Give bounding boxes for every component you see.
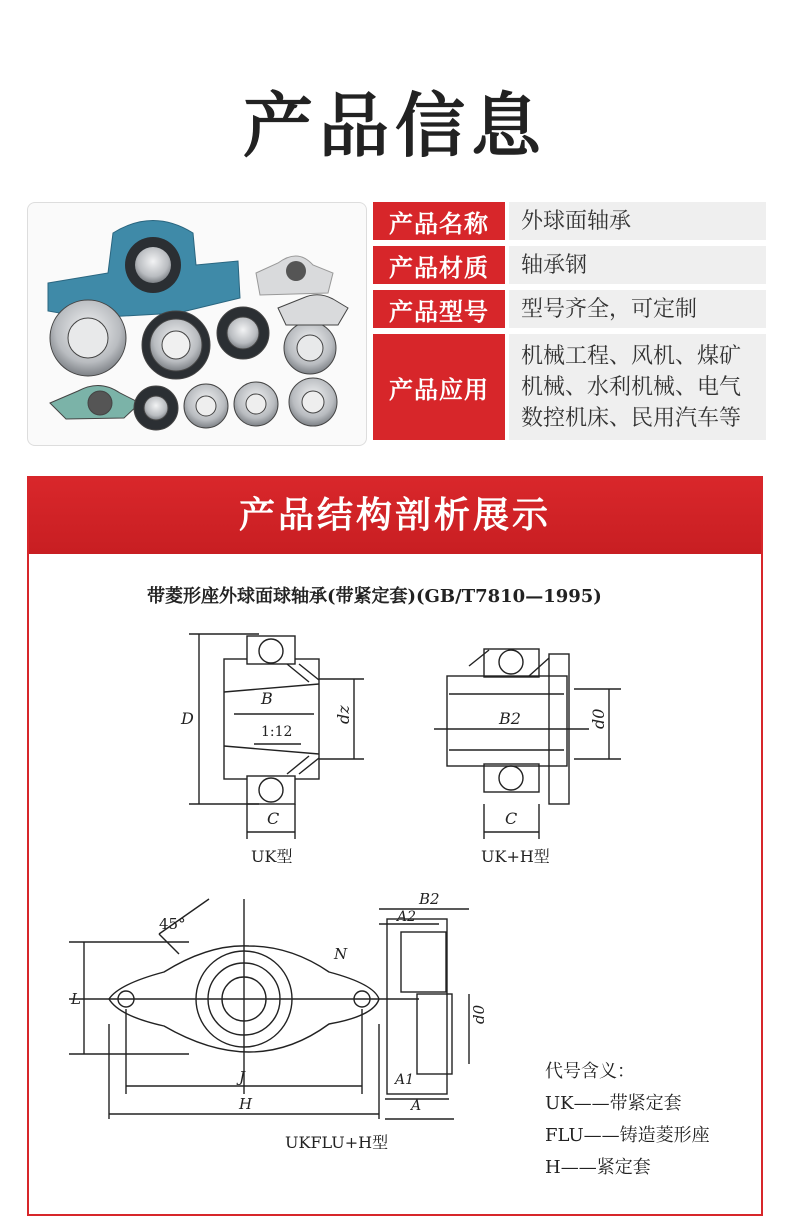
dim-C: C xyxy=(267,809,280,828)
uk-label: UK型 xyxy=(251,847,293,866)
dim-C2: C xyxy=(505,809,518,828)
info-row-model xyxy=(373,290,766,328)
page-title: 产品信息 xyxy=(243,85,547,167)
application-line: 数控机床、民用汽车等 xyxy=(521,405,742,431)
dim-L: L xyxy=(71,990,81,1008)
info-value: 轴承钢 xyxy=(509,246,766,284)
ukh-label: UK+H型 xyxy=(481,847,550,866)
diagram-caption: 带菱形座外球面球轴承(带紧定套)(GB/T7810—1995) xyxy=(147,586,602,607)
product-info-table xyxy=(373,202,766,446)
info-key: 产品材质 xyxy=(373,246,505,284)
technical-diagram xyxy=(29,554,761,1214)
application-line: 机械工程、风机、煤矿 xyxy=(521,343,742,369)
info-key: 产品名称 xyxy=(373,202,505,240)
legend-title: 代号含义： xyxy=(545,1061,635,1082)
product-photo xyxy=(27,202,367,446)
dim-N: N xyxy=(334,945,348,963)
legend-item: FLU——铸造菱形座 xyxy=(545,1125,710,1146)
ukflu-label: UKFLU+H型 xyxy=(285,1133,389,1152)
info-row-name xyxy=(373,202,766,240)
dim-A2: A2 xyxy=(397,909,417,925)
section-heading: 产品结构剖析展示 xyxy=(29,478,761,554)
info-key: 产品型号 xyxy=(373,290,505,328)
dim-B2-side: B2 xyxy=(419,890,440,908)
legend-item: H——紧定套 xyxy=(545,1157,651,1178)
dim-d0-side: d0 xyxy=(470,1004,488,1024)
dim-B: B xyxy=(261,689,273,708)
dim-d0: d0 xyxy=(589,708,608,729)
info-row-application xyxy=(373,334,766,440)
angle-label: 45° xyxy=(159,915,186,933)
legend-item: UK——带紧定套 xyxy=(545,1093,682,1114)
info-value: 外球面轴承 xyxy=(509,202,766,240)
application-line: 机械、水利机械、电气 xyxy=(521,374,742,400)
info-key: 产品应用 xyxy=(373,334,505,440)
dim-D: D xyxy=(181,709,194,728)
structure-section xyxy=(27,476,763,1216)
info-value xyxy=(509,334,766,440)
info-row-material xyxy=(373,246,766,284)
dim-A: A xyxy=(411,1098,422,1114)
info-value: 型号齐全，可定制 xyxy=(509,290,766,328)
dim-dz: dz xyxy=(334,705,353,724)
code-legend xyxy=(545,1056,710,1184)
dim-J: J xyxy=(239,1068,246,1086)
dim-B2: B2 xyxy=(499,709,521,728)
dim-A1: A1 xyxy=(395,1072,415,1088)
ratio-label: 1:12 xyxy=(261,724,293,740)
dim-H: H xyxy=(239,1095,253,1113)
